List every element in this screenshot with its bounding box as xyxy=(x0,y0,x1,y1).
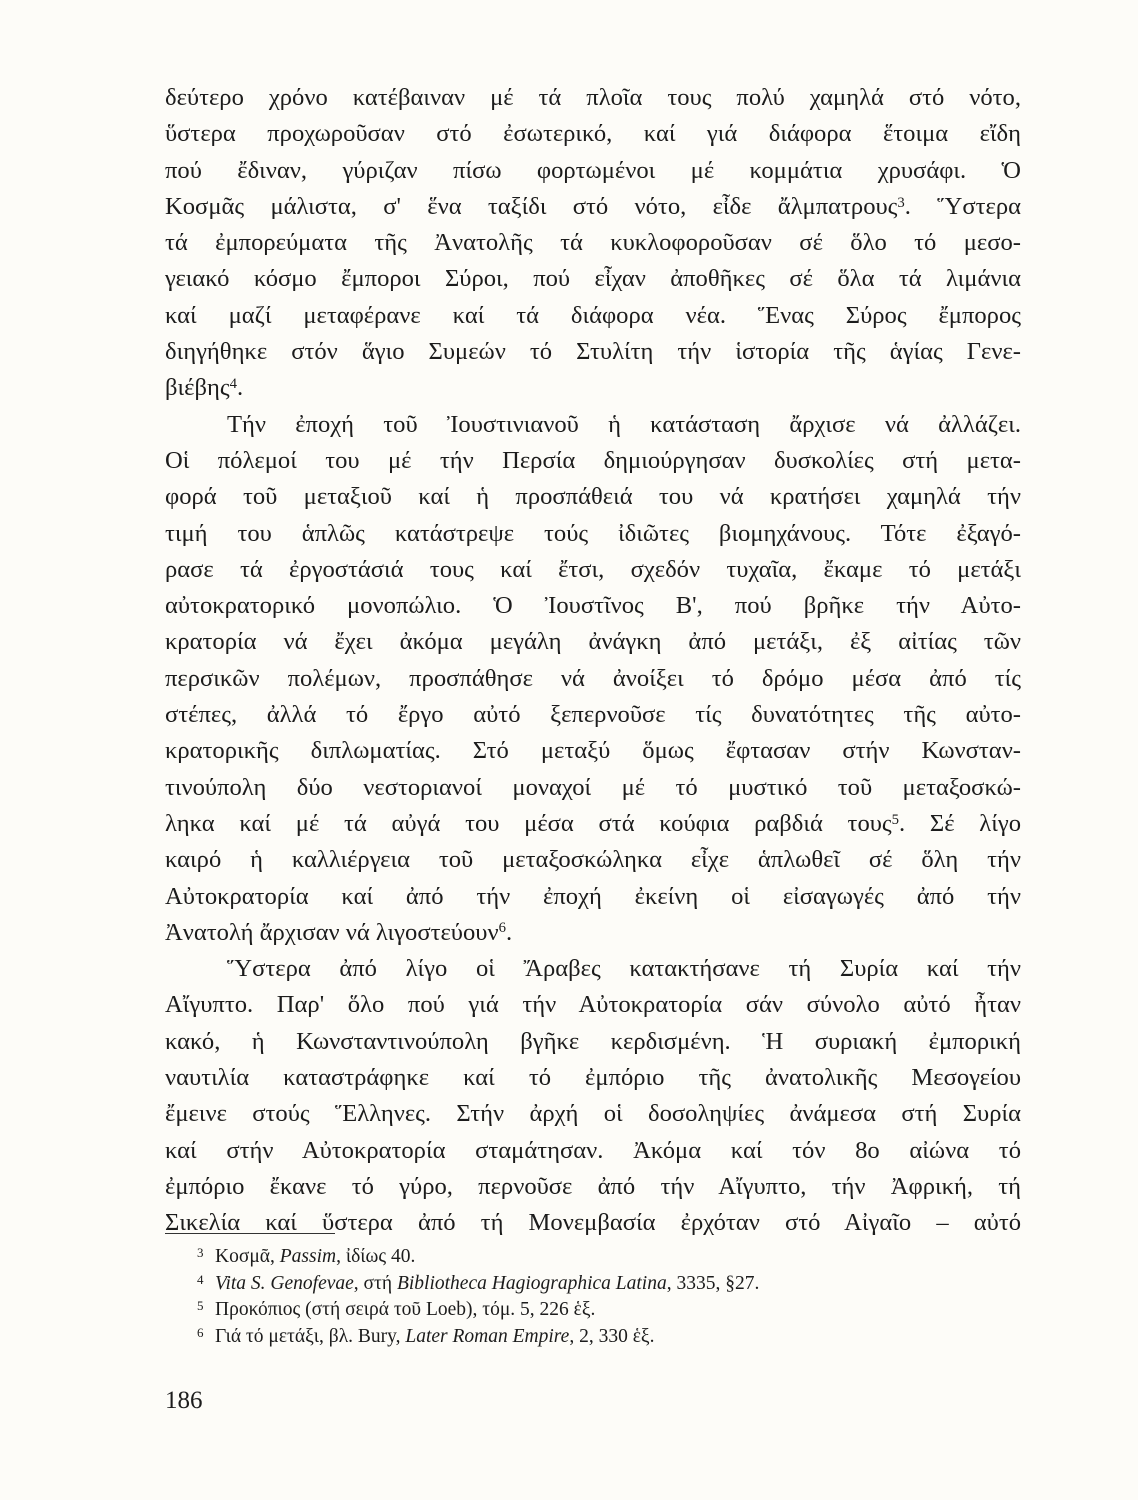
text-line: καιρό ἡ καλλιέργεια τοῦ μεταξοσκώληκα εἶχε ἁπλωθεῖ σέ ὅλη τήν xyxy=(165,846,1021,874)
footnote-title: Vita S. Genofevae xyxy=(215,1272,354,1294)
text-line: ὕστερα προχωροῦσαν στό ἐσωτερικό, καί γιά διάφορα ἕτοιμα εἴδη xyxy=(165,120,1021,148)
text-line: Οἱ πόλεμοί του μέ τήν Περσία δημιούργησαν δυσκολίες στή μετα- xyxy=(165,446,1021,474)
text-line: φορά τοῦ μεταξιοῦ καί ἡ προσπάθειά του νά κρατήσει χαμηλά τήν xyxy=(165,483,1021,511)
text-line: ἔμεινε στούς Ἕλληνες. Στήν ἀρχή οἱ δοσοληψίες ἀνάμεσα στή Συρία xyxy=(165,1100,1021,1128)
text-line: Ὕστερα ἀπό λίγο οἱ Ἄραβες κατακτήσανε τή Συρία καί τήν xyxy=(227,955,1021,983)
footnote-text: Γιά τό μετάξι, βλ. Bury, xyxy=(215,1325,406,1347)
footnotes xyxy=(197,1244,1035,1350)
footnote-ref: 5 xyxy=(891,811,900,828)
text-line: καί μαζί μεταφέρανε καί τά διάφορα νέα. Ἕνας Σύρος ἔμπορος xyxy=(165,301,1021,329)
footnote-text: , στή xyxy=(353,1272,397,1294)
text-line: κρατορικῆς διπλωματίας. Στό μεταξύ ὅμως ἔφτασαν στήν Κωνσταν- xyxy=(165,737,1021,765)
text-line: ἐμπόριο ἔκανε τό γύρο, περνοῦσε ἀπό τήν Αἴγυπτο, τήν Ἀφρική, τή xyxy=(165,1172,1021,1200)
footnote-text: , 2, 330 ἑξ. xyxy=(569,1325,655,1347)
text-line: πού ἔδιναν, γύριζαν πίσω φορτωμένοι μέ κομμάτια χρυσάφι. Ὁ xyxy=(165,156,1021,184)
footnote-text: , ἰδίως 40. xyxy=(336,1246,416,1267)
footnote xyxy=(197,1297,1035,1324)
footnote xyxy=(197,1244,1035,1271)
footnote-title: Passim xyxy=(279,1246,337,1267)
text-segment: . Ὕστερα xyxy=(904,192,1021,220)
footnote-text: Κοσμᾶ, xyxy=(215,1246,280,1267)
text-line xyxy=(165,915,1021,951)
text-line: Αἴγυπτο. Παρ' ὅλο πού γιά τήν Αὐτοκρατορία σάν σύνολο αὐτό ἦταν xyxy=(165,991,1021,1019)
text-line: κακό, ἡ Κωνσταντινούπολη βγῆκε κερδισμένη. Ἡ συριακή ἐμπορική xyxy=(165,1027,1021,1055)
footnote-title: Later Roman Empire xyxy=(405,1325,570,1347)
text-line xyxy=(165,806,1021,842)
text-segment: . xyxy=(505,918,513,946)
footnote-number: 6 xyxy=(197,1324,204,1340)
text-line xyxy=(165,370,1021,406)
footnote-number: 3 xyxy=(197,1245,204,1260)
text-line: κρατορία νά ἔχει ἀκόμα μεγάλη ἀνάγκη ἀπό μετάξι, ἐξ αἰτίας τῶν xyxy=(165,628,1021,656)
text-line: δεύτερο χρόνο κατέβαιναν μέ τά πλοῖα τους πολύ χαμηλά στό νότο, xyxy=(165,84,1021,111)
footnote xyxy=(197,1324,1035,1351)
footnote-ref: 3 xyxy=(897,194,905,211)
text-line: στέπες, ἀλλά τό ἔργο αὐτό ξεπερνοῦσε τίς δυνατότητες τῆς αὐτο- xyxy=(165,701,1021,729)
text-line: τά ἐμπορεύματα τῆς Ἀνατολῆς τά κυκλοφοροῦσαν σέ ὅλο τό μεσο- xyxy=(165,229,1021,257)
text-line: περσικῶν πολέμων, προσπάθησε νά ἀνοίξει τό δρόμο μέσα ἀπό τίς xyxy=(165,664,1021,692)
footnote-number: 5 xyxy=(197,1298,204,1314)
text-line: καί στήν Αὐτοκρατορία σταμάτησαν. Ἀκόμα καί τόν 8ο αἰώνα τό xyxy=(165,1136,1021,1164)
text-line: ρασε τά ἐργοστάσιά τους καί ἔτσι, σχεδόν τυχαῖα, ἔκαμε τό μετάξι xyxy=(165,555,1021,583)
footnote-number: 4 xyxy=(197,1271,204,1287)
text-line: Τήν ἐποχή τοῦ Ἰουστινιανοῦ ἡ κατάσταση ἄρχισε νά ἀλλάζει. xyxy=(227,410,1021,438)
text-segment: βιέβης xyxy=(165,374,230,402)
page-number: 186 xyxy=(165,1387,203,1414)
text-line: γειακό κόσμο ἔμποροι Σύροι, πού εἶχαν ἀποθῆκες σέ ὅλα τά λιμάνια xyxy=(165,265,1021,293)
footnote-ref: 4 xyxy=(229,376,237,392)
text-segment: ληκα καί μέ τά αὐγά του μέσα στά κούφια ραβδιά τους xyxy=(165,809,892,837)
footnote xyxy=(197,1271,1035,1298)
text-segment: . xyxy=(236,374,244,402)
text-line: αὐτοκρατορικό μονοπώλιο. Ὁ Ἰουστῖνος Β', πού βρῆκε τήν Αὐτο- xyxy=(165,592,1021,620)
text-line: ναυτιλία καταστράφηκε καί τό ἐμπόριο τῆς ἀνατολικῆς Μεσογείου xyxy=(165,1064,1021,1092)
body-text xyxy=(165,80,1021,1242)
text-line: τιμή του ἁπλῶς κατάστρεψε τούς ἰδιῶτες βιομηχάνους. Τότε ἐξαγό- xyxy=(165,519,1021,547)
footnote-ref: 6 xyxy=(498,920,506,937)
text-line: διηγήθηκε στόν ἅγιο Συμεών τό Στυλίτη τήν ἱστορία τῆς ἁγίας Γενε- xyxy=(165,338,1021,366)
text-segment: . Σέ λίγο xyxy=(899,809,1021,837)
footnote-text: , 3335, §27. xyxy=(666,1272,760,1294)
text-segment: Κοσμᾶς μάλιστα, σ' ἕνα ταξίδι στό νότο, εἶδε ἄλμπατρους xyxy=(165,192,898,220)
text-line: Αὐτοκρατορία καί ἀπό τήν ἐποχή ἐκείνη οἱ εἰσαγωγές ἀπό τήν xyxy=(165,882,1021,910)
footnote-text: Προκόπιος (στή σειρά τοῦ Loeb), τόμ. 5, 226 ἑξ. xyxy=(215,1299,596,1321)
text-line: Σικελία καί ὕστερα ἀπό τή Μονεμβασία ἐρχόταν στό Αἰγαῖο – αὐτό xyxy=(165,1209,1021,1237)
footnote-title: Bibliotheca Hagiographica Latina xyxy=(396,1272,667,1294)
text-line xyxy=(165,189,1021,225)
footnote-divider xyxy=(165,1233,335,1234)
text-segment: Ἀνατολή ἄρχισαν νά λιγοστεύουν xyxy=(165,918,499,946)
text-line: τινούπολη δύο νεστοριανοί μοναχοί μέ τό μυστικό τοῦ μεταξοσκώ- xyxy=(165,773,1021,801)
